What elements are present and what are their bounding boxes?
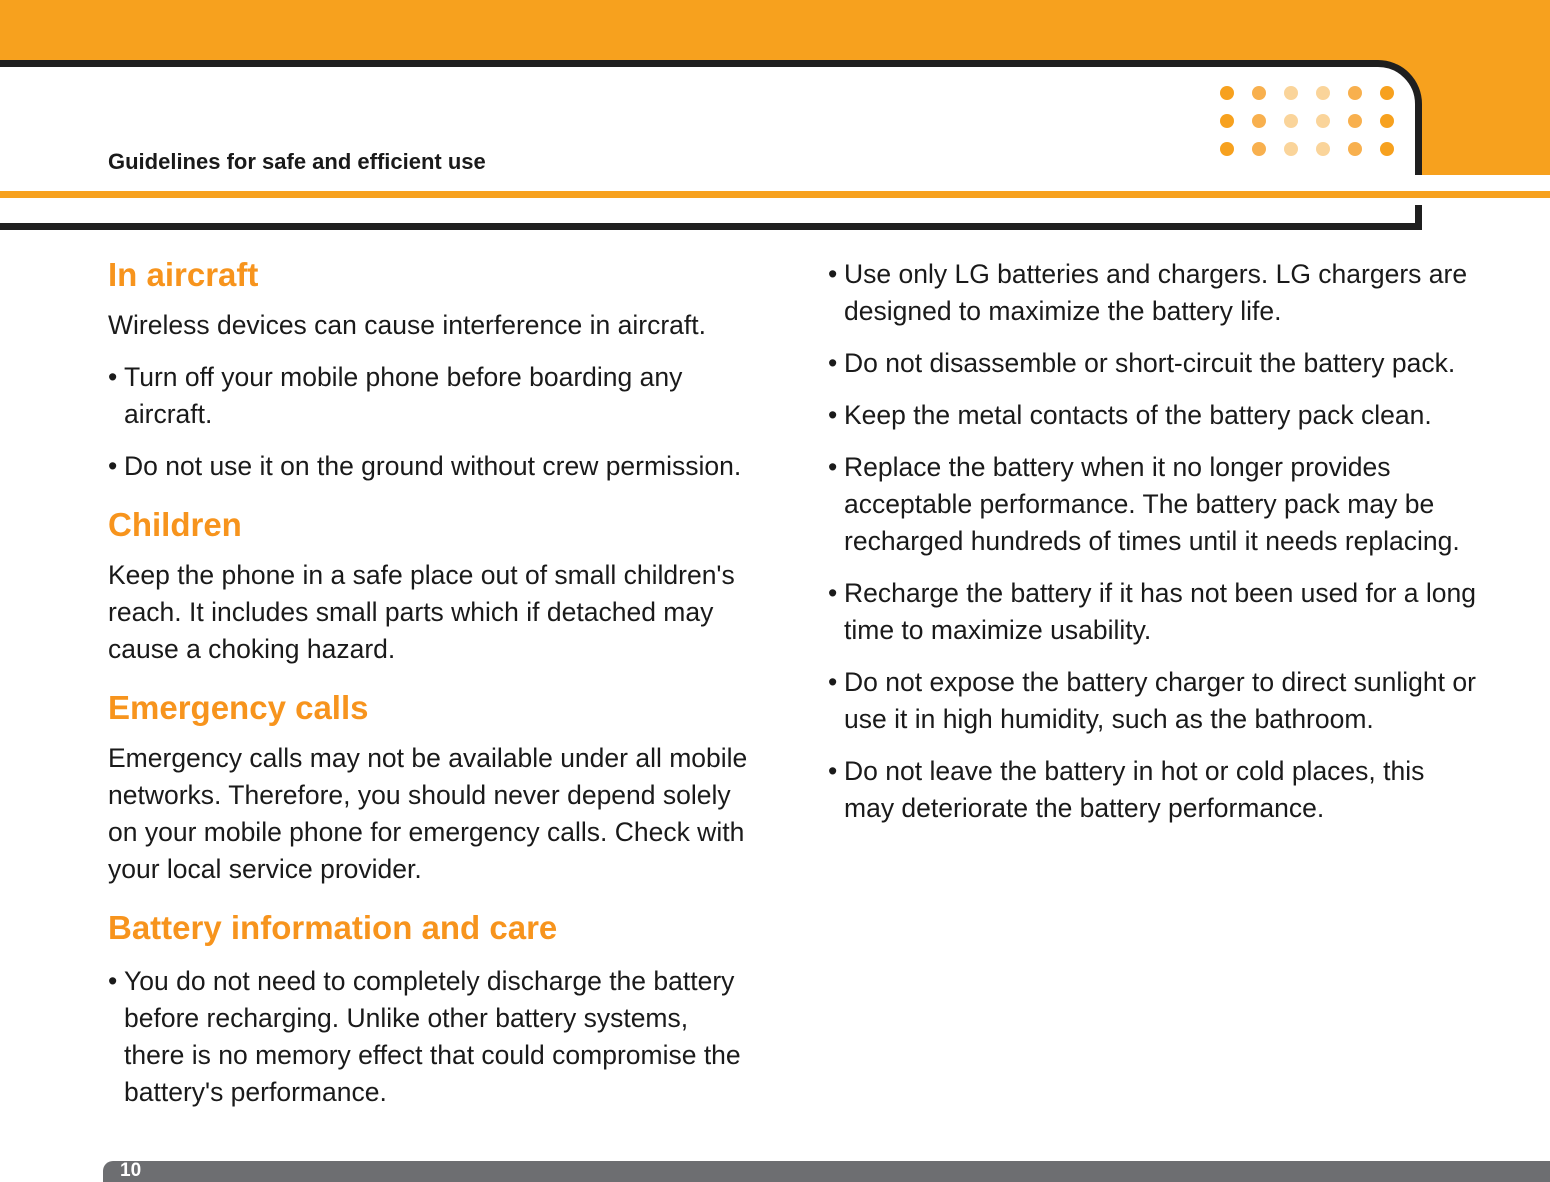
list-item: • Do not expose the battery charger to direct sunlight or use it in high humidity, such as the bathroom. xyxy=(828,664,1478,738)
decorative-dot xyxy=(1380,142,1394,156)
footer-bar xyxy=(103,1161,1550,1182)
page-number: 10 xyxy=(120,1160,142,1181)
list-item: • Recharge the battery if it has not been used for a long time to maximize usability. xyxy=(828,575,1478,649)
header-mask xyxy=(0,175,1550,205)
section-title-children: Children xyxy=(108,506,242,543)
section-title-emergency: Emergency calls xyxy=(108,689,369,726)
decorative-dot xyxy=(1220,114,1234,128)
decorative-dot xyxy=(1316,114,1330,128)
list-item: • Use only LG batteries and chargers. LG chargers are designed to maximize the battery life. xyxy=(828,256,1478,330)
decorative-dot xyxy=(1348,114,1362,128)
list-item: • Do not disassemble or short-circuit the battery pack. xyxy=(828,345,1478,382)
list-item: • You do not need to completely discharge the battery before recharging. Unlike other battery systems, there is no memory effect that could compromise the battery's performance. xyxy=(108,963,748,1111)
aircraft-intro: Wireless devices can cause interference in aircraft. xyxy=(108,310,706,340)
decorative-dot xyxy=(1252,142,1266,156)
decorative-dot xyxy=(1348,142,1362,156)
battery-bullet-list xyxy=(108,963,748,1111)
decorative-dot xyxy=(1284,86,1298,100)
right-column xyxy=(828,256,1478,827)
page-title: Guidelines for safe and efficient use xyxy=(108,149,486,174)
list-item: • Turn off your mobile phone before boarding any aircraft. xyxy=(108,359,748,433)
decorative-dot xyxy=(1220,86,1234,100)
decorative-dot xyxy=(1380,114,1394,128)
decorative-dot xyxy=(1316,142,1330,156)
decorative-dot xyxy=(1220,142,1234,156)
decorative-dot xyxy=(1252,114,1266,128)
decorative-dot xyxy=(1284,142,1298,156)
list-item: • Do not use it on the ground without crew permission. xyxy=(108,448,748,485)
battery-care-bullet-list xyxy=(828,256,1478,827)
section-title-battery: Battery information and care xyxy=(108,909,558,946)
decorative-dot xyxy=(1316,86,1330,100)
decorative-dot-grid xyxy=(1220,86,1396,166)
header-rule xyxy=(0,191,1550,198)
decorative-dot xyxy=(1284,114,1298,128)
left-column xyxy=(108,253,748,1111)
decorative-dot xyxy=(1348,86,1362,100)
list-item: • Do not leave the battery in hot or cold places, this may deteriorate the battery performance. xyxy=(828,753,1478,827)
emergency-text: Emergency calls may not be available under all mobile networks. Therefore, you should never depend solely on your mobile phone for emergency calls. Check with your local service provider. xyxy=(108,743,748,884)
decorative-dot xyxy=(1380,86,1394,100)
list-item: • Replace the battery when it no longer provides acceptable performance. The battery pack may be recharged hundreds of times until it needs replacing. xyxy=(828,449,1478,560)
list-item: • Keep the metal contacts of the battery pack clean. xyxy=(828,397,1478,434)
children-text: Keep the phone in a safe place out of small children's reach. It includes small parts which if detached may cause a choking hazard. xyxy=(108,560,735,664)
aircraft-bullet-list xyxy=(108,359,748,485)
section-title-aircraft: In aircraft xyxy=(108,256,259,293)
decorative-dot xyxy=(1252,86,1266,100)
